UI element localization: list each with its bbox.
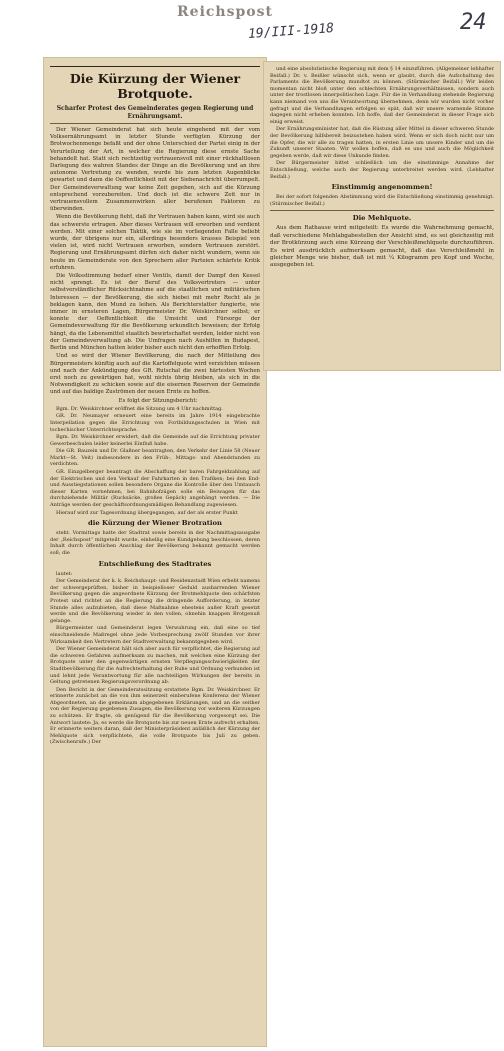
paragraph: lautet:	[56, 570, 73, 577]
handwritten-number: 24	[460, 10, 487, 35]
paragraph: Aus dem Rathause wird mitgeteilt: Es wurde die Wahrnehmung gemacht, daß verschiedene Mehlabgabestellen der Ansicht sind, es sei gleichzeitig mit der Brotkürzung auch eine Kürzung der Verschleißmehlquote durchzuführen. Es wird ausdrücklich aufmerksam gemacht, daß das Verschleißmehl in gleicher Menge wie bisher, daß ist mit ¼ Kilogramm pro Kopf und Woche, ausgegeben ist.	[270, 225, 494, 269]
paragraph: Bei der sofort folgenden Abstimmung wird die Entschließung einstimmig genehmigt. (Stürmischer Beifall.)	[270, 194, 494, 207]
paragraph: Der Wiener Gemeinderat hält sich aber auch für verpflichtet, die Regierung auf die schweren Gefahren aufmerksam zu machen, mit welchen eine Kürzung der Brotquote unter den gegenwärtigen ernsten Verpflegungsschwierigkeiten der Stadtbevölkerung für die Aufrechterhaltung der Ruhe und Ordnung verbunden ist und lehnt jede Verantwortung für alle nachteiligen Wirkungen der bereits in Geltung getretenen Regierungsverordnung ab.	[50, 646, 260, 686]
paragraph: Der Wiener Gemeinderat hat sich heute eingehend mit der vom Volksernährungsamt in letzter Stunde verfügten Kürzung der Brotwochenmenge befaßt und der ohne Unterschied der Partei einig in der Verurteilung der Art, in welcher die Regierung diese ernste Sache behandelt hat. Statt sich rechtzeitig vertrauensvoll mit einer rückhaltlosen Darlegung des wahren Standes der Dinge an die Bevölkerung und an ihre autonome Vertretung zu wenden, wurde bis zum letzten Augenblicke gewartet und dann die Oeffentlichkeit mit der Siebenachricht überrumpelt. Der Gemeindeverwaltung war keine Zeit gegeben, sich auf die Kürzung entsprechend vorzubereiten. Und doch ist die schwere Zeit nur in vertrauensvollem Zusammenwirken aller berufenen Faktoren zu überwinden.	[50, 127, 260, 213]
paragraph: Es folgt der Sitzungsbericht:	[118, 397, 198, 404]
paragraph: Bürgermeister und Gemeinderat legen Verwahrung ein, daß eine so tief einschneidende Maßregel ohne jede Vorbesprechung zwölf Stunden vor ihrer Wirksamkeit den Vertretern der Stadtverwaltung bekanntgegeben wird.	[50, 625, 260, 645]
article-subtitle: Scharfer Protest des Gemeinderates gegen Regierung und Ernährungsamt.	[56, 105, 254, 120]
newspaper-masthead: Reichspost	[177, 4, 273, 20]
paragraph: Der Bürgermeister bittet schließlich um die einstimmige Annahme der Entschließung, welche auch der Regierung unterbreitet werden wird. (Lebhafter Beifall.)	[270, 160, 494, 180]
article-column-left	[50, 64, 260, 1042]
paragraph: Hierauf wird zur Tagesordnung übergegangen, auf der als erster Punkt	[56, 509, 238, 516]
paragraph: Die Volksstimmung bedarf einer Ventils, damit der Dampf den Kessel nicht sprengt. Es ist der Beruf des Volksvertreters — unter selbstverständlicher Rücksichtnahme auf die staatlichen und militärischen Interessen — der Bevölkerung, die sich hiebei mit mehr Recht als je beklagen kann, den Mund zu leihen. Als Berichterstatter fungierte, wie immer in ernsteren Lagen, Bürgermeister Dr. Weiskirchner selbst; er konnte der Oeffentlichkeit die Umsicht und Fürsorge der Gemeindeverwaltung für die Bevölkerung urkundlich beweisen; der Erfolg hängt, da die Lebensmittel staatlich bewirtschaftet werden, leider nicht von der Gemeindeverwaltung ab. Die Umfragen nach Aushilfen in Budapest, Berlin und München hatten leider bisher auch nicht den erhofften Erfolg.	[50, 273, 260, 352]
section-heading: die Kürzung der Wiener Brotration	[87, 519, 222, 528]
paragraph: Der Gemeinderat der k. k. Reichshaupt- und Residenzstadt Wien erhebt namens der schwergeprüften, bisher in beispielloser Geduld ausharrenden Wiener Bevölkerung gegen die angeordnete Kürzung der Brotmehlquote den schärfsten Protest und richtet an die Regierung die dringende Aufforderung, in letzter Stunde alles aufzubieten, daß diese Maßnahme ehestens außer Kraft gesetzt werde und die Bevölkerung wieder in den vollen, ohnehin knappen Brotgenuß gelange.	[50, 578, 260, 624]
section-heading: Die Mehlquote.	[352, 214, 412, 223]
section-heading: Entschließung des Stadtrates	[98, 559, 212, 568]
paragraph: Bgm. Dr. Weiskirchner eröffnet die Sitzung um 4 Uhr nachmittag.	[56, 405, 223, 412]
article-title: Die Kürzung der Wiener Brotquote.	[50, 66, 260, 101]
article-column-right	[270, 66, 494, 366]
divider	[270, 210, 494, 211]
section-heading: Einstimmig angenommen!	[331, 183, 433, 192]
paragraph: Wenn die Bevölkerung fieht, daß ihr Vertrauen haben kann, wird sie auch das schwerste ertragen. Aber dieses Vertrauen will erworben und verdient werden. Mit einer solchen Taktik, wie sie im vorliegenden Falle beliebt wurde, der übrigens nur ein, allerdings besonders krasses Beispiel von vielen ist, wird nicht Vertrauen erworben, sondern Vertrauen zerstört. Regierung und Ernährungsamt dürfen sich daher nicht wundern, wenn sie heute im Gemeinderate von den Sprechern aller Parteien schärfste Kritik erfuhren.	[50, 214, 260, 271]
paragraph: Und so wird der Wiener Bevölkerung, die nach der Mitteilung des Bürgermeisters künftig auch auf die Kartoffelquote wird verzichten müssen und nach der Ankündigung des GR. Rutschal die zwei härtesten Wochen erst noch zu gewärtigen hat, wohl nichts übrig bleiben, als sich in die Notwendigkeit zu schicken sowie auf die eisernen Reserven der Gemeinde und auf das baldige Zuströmen der neuen Ernte zu hoffen.	[50, 353, 260, 396]
paragraph: steht. Vormittags hatte der Stadtrat sowie bereits in der Nachmittagsausgabe der „Reichspost“ mitgeteilt wurde, einhellig eine Kundgebung beschlossen, deren Inhalt durch öffentlichen Anschlag der Bevölkerung bekannt gemacht werden soll; die	[50, 530, 260, 556]
paragraph: und eine absolutistische Regierung mit dem § 14 einzuführen. (Allgemeiner lebhafter Beifall.) Dr. v. Beißler wünscht sich, wenn er glaubt, durch die Aufschaltung des Parlaments die Bevölkerung mundtot zu können. (Stürmischer Beifall.) Wir leiden momentan nicht bloß unter den schlechten Ernährungsverhältnissen, sondern auch unter der trostlosen innerpolitischen Lage. Für die in Verhandlung stehende Regierung kann niemand von uns die Verantwortung übernehmen, denn wir wurden nicht vorher gefragt und die Verhandlungen erfolgen so spät, daß wir unsere warnende Stimme dagegen nicht erheben konnten. Ich hoffe, daß der Gemeinderat in dieser Frage sich einig erweist.	[270, 66, 494, 125]
paragraph: Die GR. Bauzein und Dr. Glaßner beantragten, den Verkehr der Linie 58 (Neuer Markt—St. Veit) insbesondere in den Früh-, Mittags- und Abendstunden zu verdichten.	[50, 448, 260, 468]
paragraph: Den Bericht in der Gemeinderatssitzung erstattete Bgm. Dr. Weiskirchner. Er erinnerte zunächst an die von ihm seinerzeit einberufene Konferenz der Wiener Abgeordneten, an die gemeinsam abgegebenen Erklärungen, und an die seither von der Regierung gegebenen Zusagen, die Bevölkerung vor weiteren Kürzungen zu schützen. Er fragte, ob genügend für die Bevölkerung vorgesorgt sei. Die Antwort lautete: Ja, es werde die Brotquote bis zur neuen Ernte aufrecht erhalten. Er erinnerte weiters daran, daß der Ministerpräsident anläßlich der Kürzung der Mehlquote sich verpflichtete, die volle Brotquote bis Juli zu geben. (Zwischenrufe.) Der	[50, 686, 260, 746]
paragraph: Bgm. Dr. Weiskirchner erwidert, daß die Gemeinde auf die Errichtung privater Gewerbeschulen leider keinerlei Einfluß habe.	[50, 434, 260, 447]
handwritten-date: 19/III-1918	[247, 21, 335, 42]
divider	[50, 123, 260, 124]
paragraph: GR. Einzgelberger beantragt die Abschaffung der baren Fahrgeldzahlung auf der Elektrischen und den Verkauf der Fahrkarten in den Trafiken; bei den End- und Ausstiegstationen sollen besondere Organe die Kontrolle über den Umtausch dieser Karten vornehmen, bei Bahnhofzügen solle ein Beiwagen für das durchziehende Militär (Rucksäcke, großes Gepäck) angehängt werden. — Die Anträge werden der geschäftsordnungsmäßigen Behandlung zugewiesen.	[50, 469, 260, 509]
paragraph: GR. Dr. Neumayer erneuert eine bereits im Jahre 1914 eingebrachte Interpellation gegen die Errichtung von Fortbildungsschulen in Wien mit tschechischer Unterrichtssprache.	[50, 413, 260, 433]
paragraph: Der Ernährungsminister hat, daß die Rüstung aller Mittel in dieser schweren Stunde der Bevölkerung hilfsbereit beizustehen haben wird. Wenn er sich doch nicht nur um die Opfer, die wir alle zu tragen hatten, in ersten Linie um unsere Kinder und um die Zukunft unserer Staaten. Wir wollen hoffen, daß es uns und auch die Möglichkeit gegeben werde, daß wir diese Unkunde finden.	[270, 126, 494, 159]
